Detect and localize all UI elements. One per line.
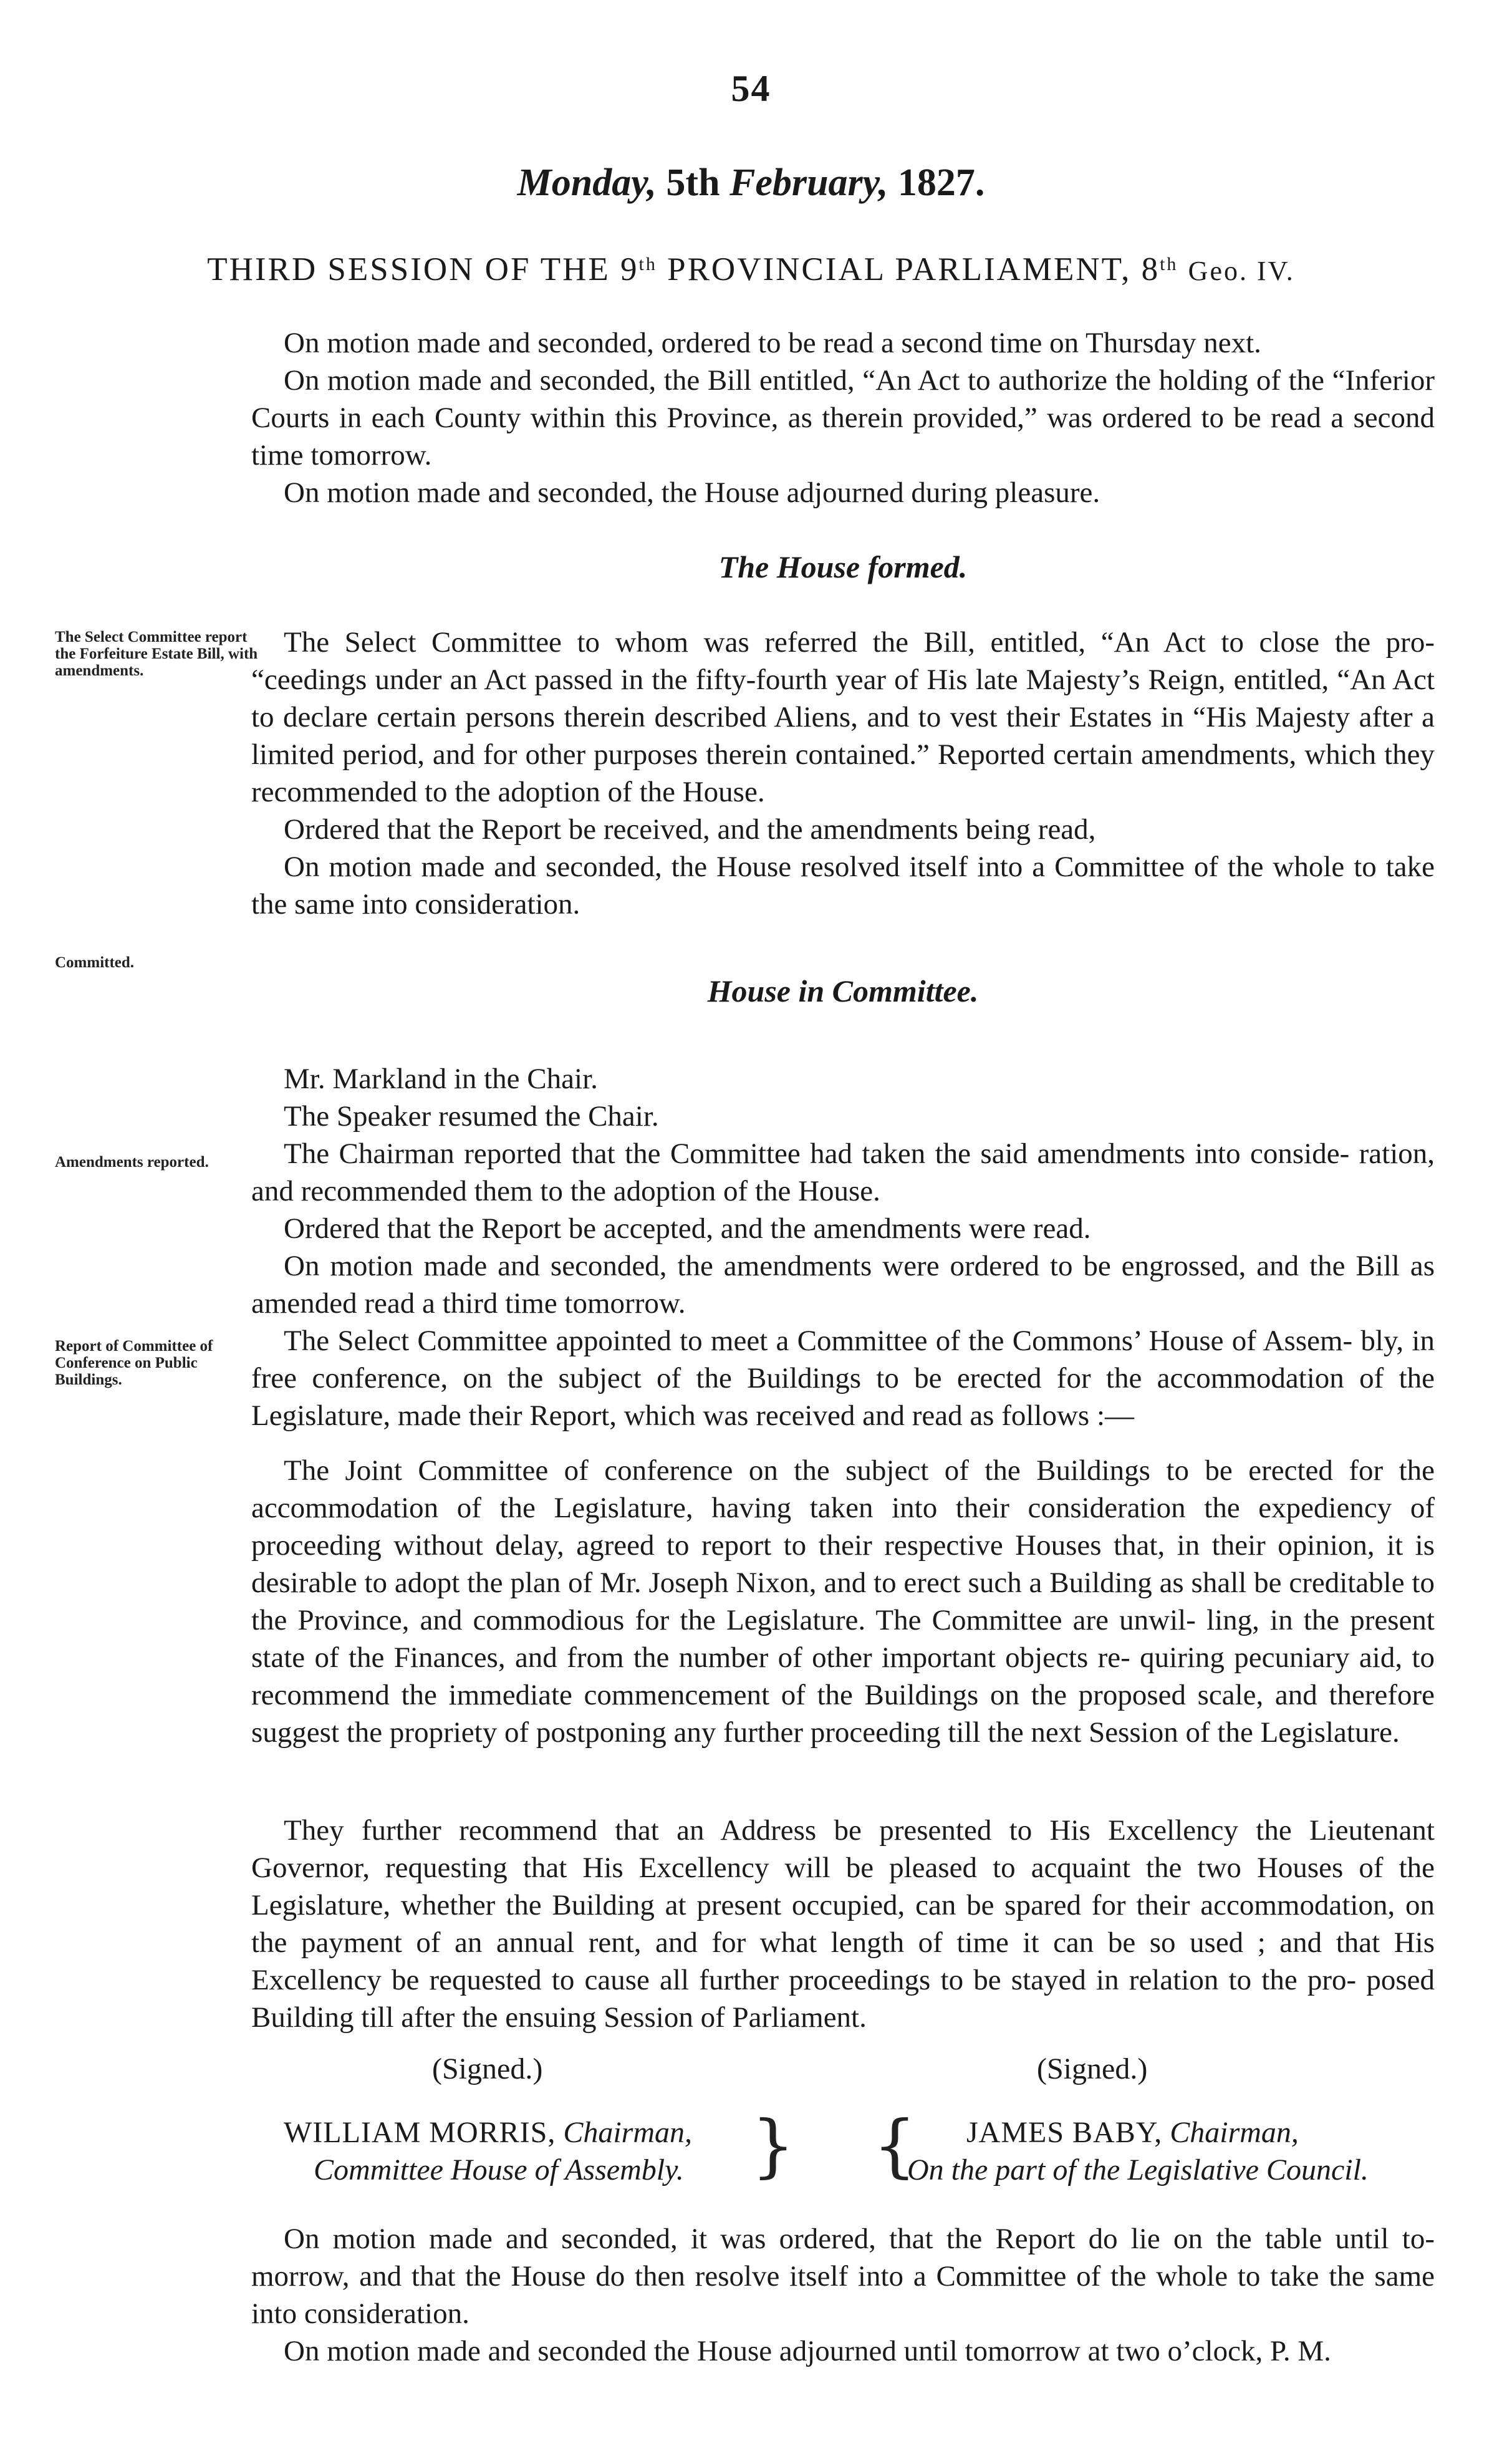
session-ordinal [620, 251, 657, 287]
signatory-left-body: Committee House of Assembly. [314, 2153, 684, 2186]
session-heading [0, 251, 1502, 288]
reign-sup: th [1160, 254, 1178, 274]
heading-house-in-committee: House in Committee. [707, 974, 979, 1008]
joint-report-paragraph: They further recommend that an Address be presented to His Excellency the Lieutenant Governor, requesting that His Excellency will be pleased to acquaint the two Houses of the Legislature, whether the Building at present occupied, can be spared for their accommodation, on the payment of an annual rent, and for what length of time it can be so used ; and that His Excellency be requested to cause all further proceedings to be stayed in relation to the pro- posed Building till after the ensuing Session of Parliament. [251, 1814, 1435, 2034]
brace-left: } [751, 2105, 795, 2185]
margin-note-select-committee: The Select Committee report the Forfeiture Estate Bill, with amendments. [55, 629, 258, 679]
proceeding-paragraph: The Speaker resumed the Chair. [284, 1100, 659, 1133]
proceeding-paragraph: Mr. Markland in the Chair. [284, 1063, 598, 1095]
proceeding-paragraph: The Select Committee appointed to meet a Committee of the Commons’ House of Assem- bly, in free conference, on the subject of the Buildings to be erected for the accommodation of the Legislature, made their Report, which was received and read as follows :— [251, 1325, 1435, 1432]
page-number: 54 [731, 68, 771, 109]
date-year: 1827. [897, 162, 985, 204]
signature-left [284, 2114, 692, 2189]
motion-paragraph: On motion made and seconded, ordered to be read a second time on Thursday next. [284, 327, 1261, 359]
committee-proceedings [251, 1060, 1435, 1434]
heading-house-formed: The House formed. [718, 549, 968, 584]
report-paragraph: On motion made and seconded, the House resolved itself into a Committee of the whole to take the same into consideration. [251, 851, 1435, 920]
signatory-right-role: Chairman, [1170, 2116, 1299, 2149]
joint-committee-report [251, 1452, 1435, 1751]
reign-num: 8 [1141, 251, 1160, 287]
select-committee-report [251, 624, 1435, 923]
motion-paragraph: On motion made and seconded, the Bill entitled, “An Act to authorize the holding of the “Inferior Courts in each County within this Province, as therein provided,” was ordered to be read a second time tomorrow. [251, 364, 1435, 471]
signature-right [907, 2114, 1369, 2189]
date-month: February, [729, 162, 888, 204]
signatory-right-body: On the part of the Legislative Council. [907, 2153, 1369, 2186]
report-paragraph: Ordered that the Report be received, and the amendments being read, [284, 813, 1096, 846]
signed-right: (Signed.) [1037, 2052, 1148, 2085]
opening-motions [251, 324, 1435, 511]
signatory-left-role: Chairman, [563, 2116, 693, 2149]
proceeding-paragraph: Ordered that the Report be accepted, and the amendments were read. [284, 1212, 1091, 1245]
brace-right: { [873, 2105, 917, 2185]
motion-paragraph: On motion made and seconded, the House adjourned during pleasure. [284, 476, 1100, 509]
closing-motions [251, 2220, 1435, 2370]
report-paragraph: The Select Committee to whom was referred the Bill, entitled, “An Act to close the pro- “ceedings under an Act passed in the fifty-fourth year of His late Majesty’s Reign, entitled, “An Act to declare certain persons therein described Aliens, and to vest their Estates in “His Majesty after a limited period, and for other purposes therein contained.” Reported certain amendments, which they recommended to the adoption of the House. [251, 626, 1435, 808]
date-weekday: Monday, [517, 162, 657, 204]
margin-note-amendments-reported: Amendments reported. [55, 1154, 209, 1171]
session-text: THIRD SESSION OF THE [207, 251, 610, 287]
reign-label: Geo. IV. [1188, 256, 1295, 286]
proceeding-paragraph: On motion made and seconded, the amendments were ordered to be engrossed, and the Bill as amended read a third time tomorrow. [251, 1250, 1435, 1320]
proceeding-paragraph: The Chairman reported that the Committee had taken the said amendments into conside- ration, and recommended them to the adoption of the House. [251, 1138, 1435, 1207]
signatory-left-name: WILLIAM MORRIS, [284, 2116, 556, 2149]
margin-note-committed: Committed. [55, 954, 135, 971]
session-ordinal-sup: th [638, 254, 657, 274]
session-text-2: PROVINCIAL PARLIAMENT, [667, 251, 1132, 287]
signed-left: (Signed.) [432, 2052, 543, 2085]
joint-committee-recommendation [251, 1812, 1435, 2036]
closing-paragraph: On motion made and seconded, it was ordered, that the Report do lie on the table until to- morrow, and that the House do then resolve itself into a Committee of the whole to take the same into consideration. [251, 2223, 1435, 2330]
session-ordinal-num: 9 [620, 251, 639, 287]
reign-ordinal [1142, 251, 1178, 287]
closing-paragraph: On motion made and seconded the House adjourned until tomorrow at two o’clock, P. M. [284, 2335, 1331, 2367]
date-heading [0, 161, 1502, 205]
date-day: 5th [666, 162, 720, 204]
margin-note-report-conference: Report of Committee of Conference on Public Buildings. [55, 1338, 213, 1388]
signatory-right-name: JAMES BABY, [966, 2116, 1163, 2149]
joint-report-paragraph: The Joint Committee of conference on the subject of the Buildings to be erected for the accommodation of the Legislature, having taken into their consideration the expediency of proceeding without delay, agreed to report to their respective Houses that, in their opinion, it is desirable to adopt the plan of Mr. Joseph Nixon, and to erect such a Building as shall be creditable to the Province, and commodious for the Legislature. The Committee are unwil- ling, in the present state of the Finances, and from the number of other important objects re- quiring pecuniary aid, to recommend the immediate commencement of the Buildings on the proposed scale, and therefore suggest the propriety of postponing any further proceeding till the next Session of the Legislature. [251, 1454, 1435, 1749]
